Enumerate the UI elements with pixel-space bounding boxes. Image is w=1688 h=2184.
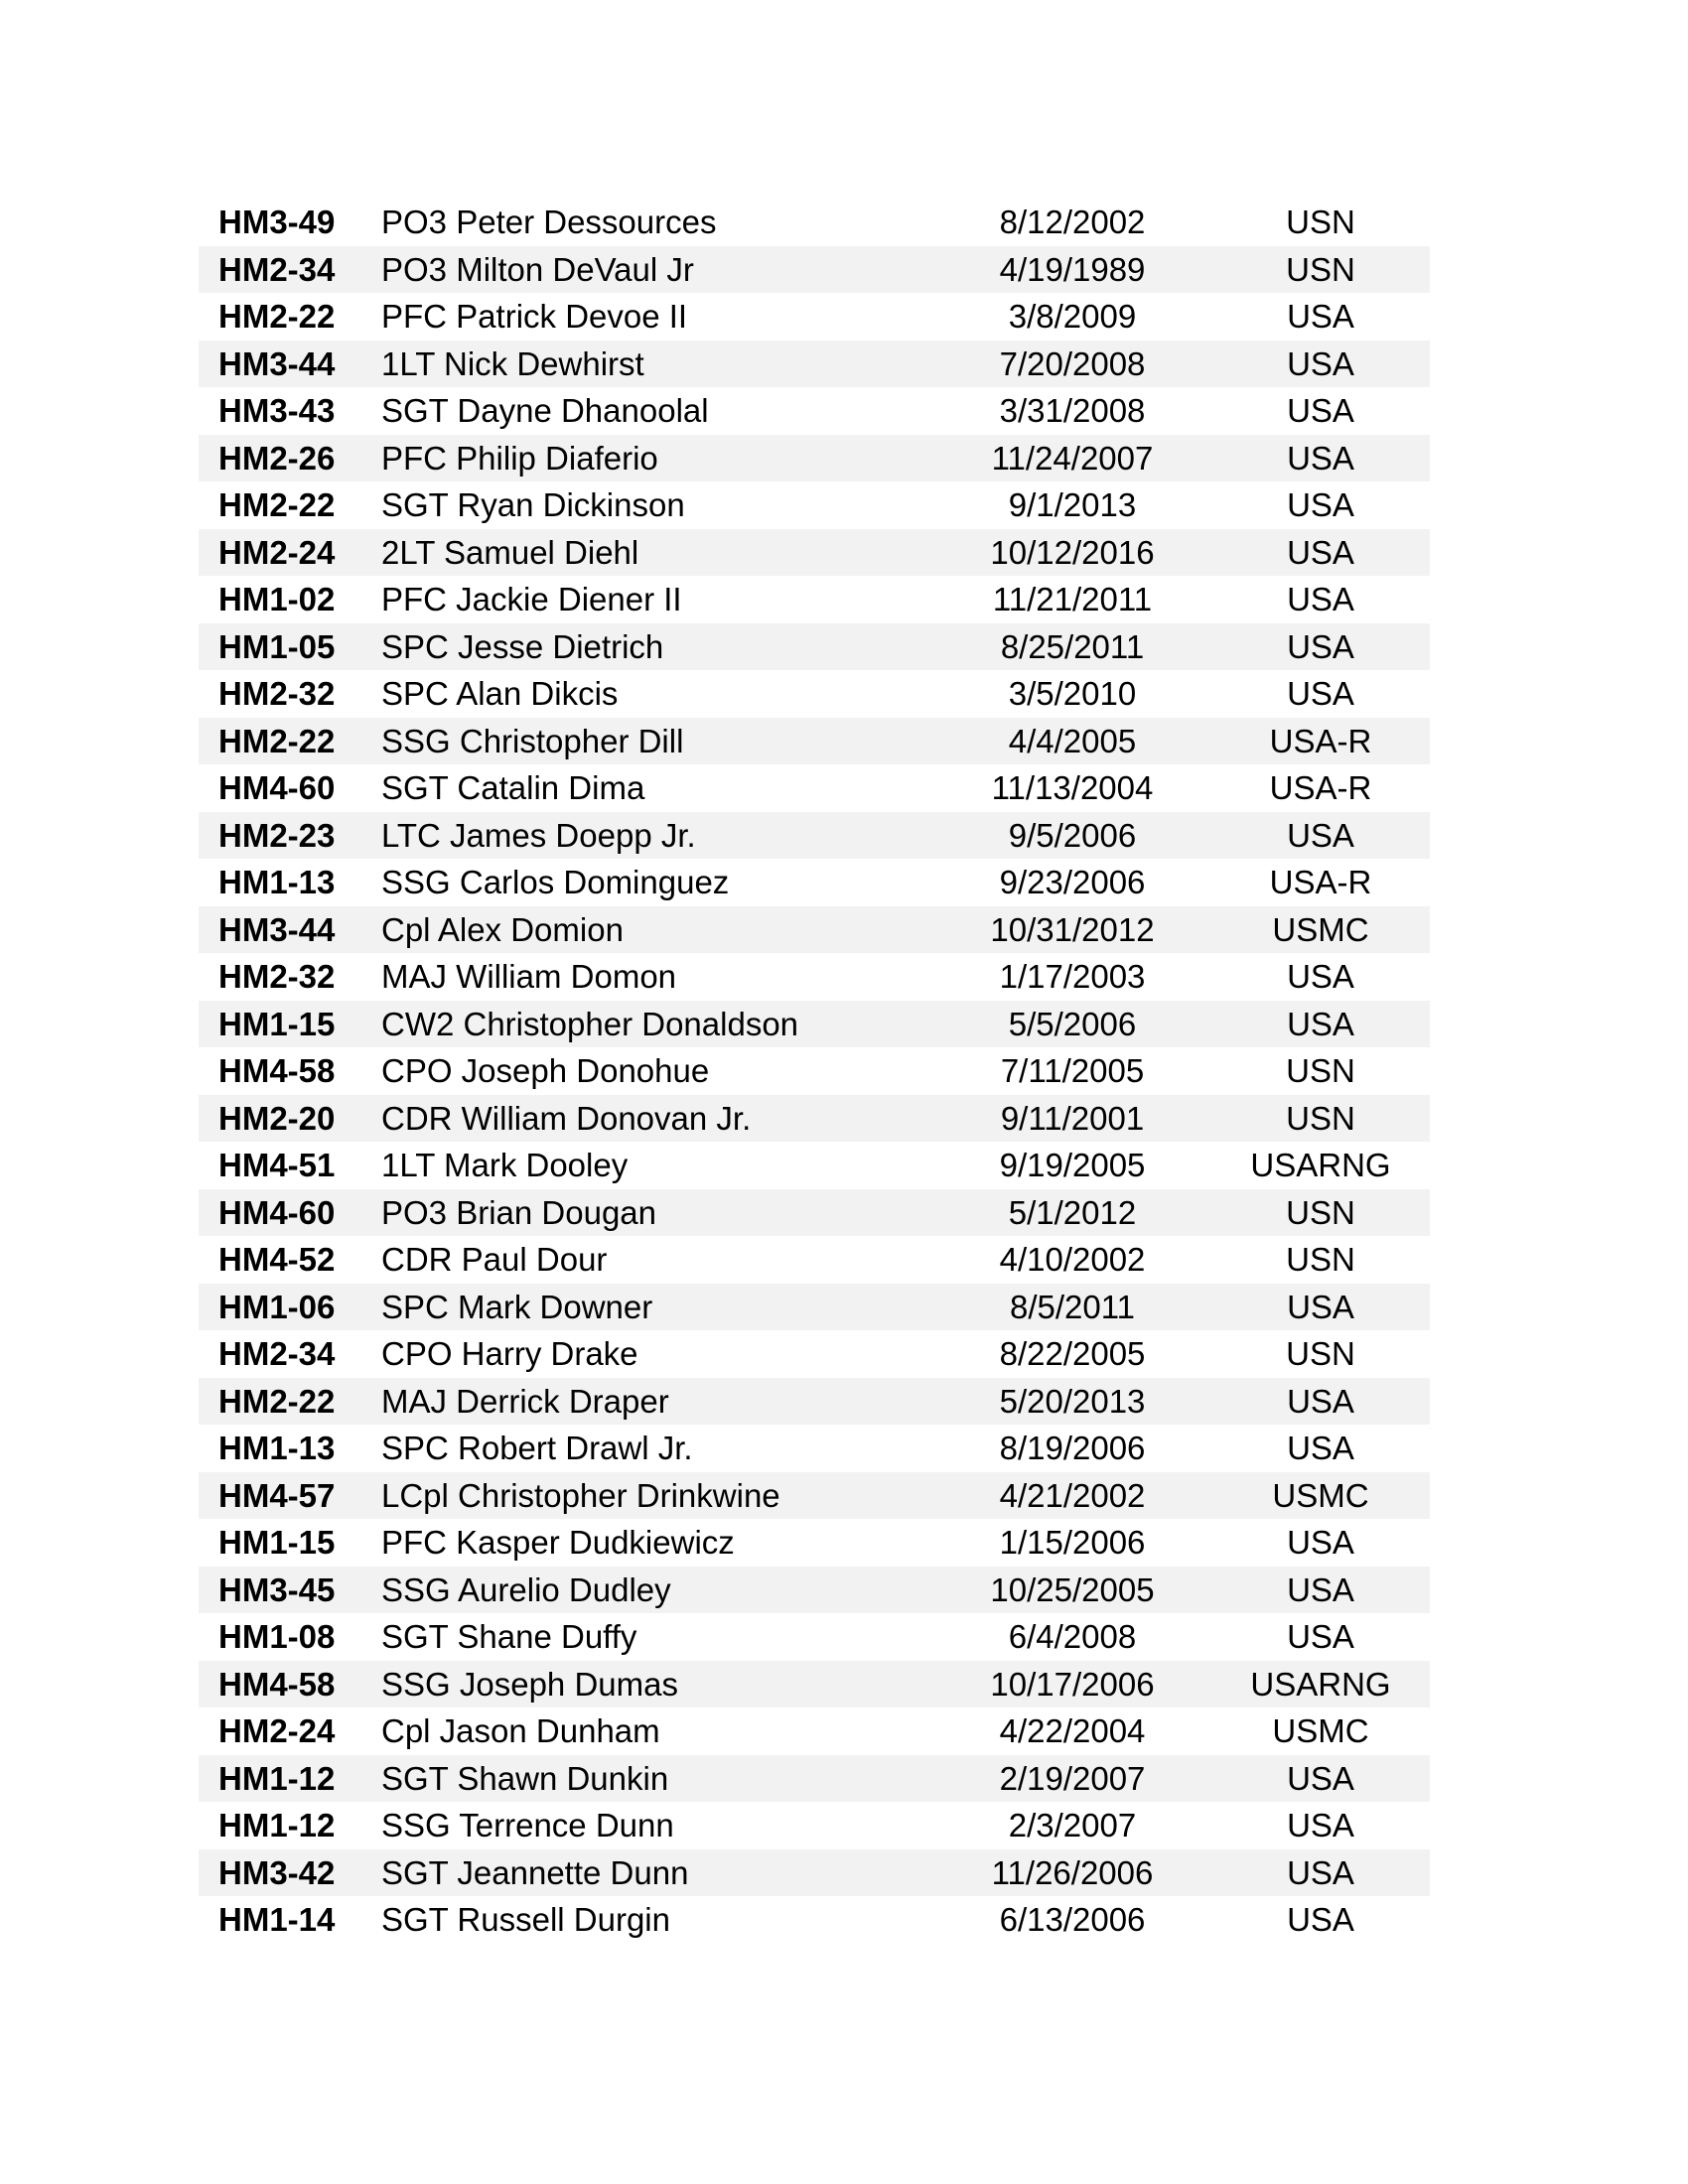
location-cell: HM2-22 [218, 298, 336, 335]
location-cell: HM1-08 [218, 1618, 336, 1655]
table-row [199, 1707, 1430, 1755]
location-cell: HM4-60 [218, 1193, 336, 1231]
table-row [199, 1330, 1430, 1378]
date-cell: 5/20/2013 [999, 1382, 1146, 1420]
table-row [199, 435, 1430, 482]
date-cell: 10/12/2016 [990, 533, 1155, 571]
table-row [199, 1755, 1430, 1803]
table-row [199, 1519, 1430, 1567]
branch-cell: USA [1287, 1005, 1354, 1042]
date-cell: 6/13/2006 [999, 1901, 1146, 1938]
location-cell: HM4-58 [218, 1665, 336, 1703]
name-cell: PFC Kasper Dudkiewicz [381, 1524, 735, 1561]
branch-cell: USN [1286, 1052, 1355, 1089]
location-cell: HM1-14 [218, 1901, 336, 1938]
date-cell: 3/5/2010 [1008, 675, 1137, 712]
location-cell: HM2-26 [218, 439, 336, 477]
date-cell: 9/19/2005 [999, 1147, 1146, 1183]
location-cell: HM4-57 [218, 1476, 336, 1514]
name-cell: PFC Jackie Diener II [381, 581, 682, 617]
branch-cell: USA-R [1269, 864, 1372, 900]
table-row [199, 859, 1430, 906]
name-cell: LCpl Christopher Drinkwine [381, 1476, 780, 1514]
branch-cell: USA [1287, 958, 1354, 995]
date-cell: 8/12/2002 [999, 204, 1146, 240]
date-cell: 2/3/2007 [1008, 1807, 1137, 1843]
date-cell: 7/11/2005 [1000, 1052, 1145, 1089]
branch-cell: USA [1287, 533, 1354, 571]
date-cell: 11/26/2006 [991, 1853, 1154, 1891]
branch-cell: USA [1287, 1382, 1354, 1420]
date-cell: 4/22/2004 [999, 1712, 1146, 1749]
name-cell: SGT Dayne Dhanoolal [381, 392, 709, 429]
location-cell: HM2-32 [218, 675, 336, 712]
branch-cell: USA [1287, 1430, 1354, 1466]
date-cell: 3/31/2008 [999, 392, 1146, 429]
branch-cell: USN [1286, 1335, 1355, 1372]
date-cell: 1/17/2003 [999, 958, 1146, 995]
name-cell: 2LT Samuel Diehl [381, 533, 639, 571]
name-cell: SGT Ryan Dickinson [381, 486, 685, 523]
date-cell: 11/24/2007 [991, 439, 1154, 477]
location-cell: HM1-15 [218, 1524, 336, 1561]
name-cell: CDR Paul Dour [381, 1241, 608, 1278]
table-row [199, 1047, 1430, 1095]
location-cell: HM3-43 [218, 392, 336, 429]
branch-cell: USARNG [1250, 1665, 1391, 1703]
table-row [199, 1236, 1430, 1284]
table-row [199, 1613, 1430, 1661]
date-cell: 11/13/2004 [991, 769, 1154, 806]
name-cell: SPC Alan Dikcis [381, 675, 619, 712]
location-cell: HM2-20 [218, 1099, 336, 1137]
branch-cell: USA [1287, 675, 1354, 712]
name-cell: Cpl Alex Domion [381, 910, 624, 948]
branch-cell: USA-R [1269, 722, 1372, 759]
name-cell: SSG Joseph Dumas [381, 1665, 678, 1703]
roster-table [199, 199, 1430, 1944]
name-cell: SPC Jesse Dietrich [381, 627, 664, 665]
branch-cell: USMC [1272, 910, 1369, 948]
location-cell: HM2-22 [218, 1382, 336, 1420]
table-row [199, 623, 1430, 671]
location-cell: HM3-44 [218, 344, 336, 382]
branch-cell: USA-R [1269, 769, 1372, 806]
date-cell: 9/1/2013 [1008, 486, 1137, 523]
date-cell: 8/5/2011 [1009, 1288, 1135, 1325]
date-cell: 4/21/2002 [999, 1476, 1146, 1514]
table-row [199, 1095, 1430, 1143]
branch-cell: USMC [1272, 1476, 1369, 1514]
branch-cell: USN [1286, 250, 1355, 288]
name-cell: PO3 Milton DeVaul Jr [381, 250, 694, 288]
date-cell: 5/1/2012 [1008, 1193, 1137, 1231]
table-row [199, 1001, 1430, 1048]
name-cell: CPO Harry Drake [381, 1335, 638, 1372]
table-row [199, 1896, 1430, 1944]
location-cell: HM1-06 [218, 1288, 336, 1325]
branch-cell: USN [1286, 204, 1355, 240]
name-cell: SGT Jeannette Dunn [381, 1853, 689, 1891]
name-cell: SGT Shane Duffy [381, 1618, 637, 1655]
location-cell: HM2-34 [218, 250, 336, 288]
location-cell: HM4-58 [218, 1052, 336, 1089]
name-cell: SSG Aurelio Dudley [381, 1570, 671, 1608]
branch-cell: USA [1287, 1901, 1354, 1938]
branch-cell: USA [1287, 344, 1354, 382]
branch-cell: USN [1286, 1241, 1355, 1278]
date-cell: 8/22/2005 [999, 1335, 1146, 1372]
table-row [199, 199, 1430, 246]
date-cell: 2/19/2007 [999, 1759, 1146, 1797]
branch-cell: USA [1287, 1570, 1354, 1608]
branch-cell: USA [1287, 1759, 1354, 1797]
date-cell: 10/31/2012 [990, 910, 1155, 948]
table-row [199, 246, 1430, 294]
date-cell: 1/15/2006 [999, 1524, 1146, 1561]
date-cell: 9/5/2006 [1008, 816, 1137, 854]
branch-cell: USA [1287, 298, 1354, 335]
name-cell: PFC Patrick Devoe II [381, 298, 688, 335]
table-row [199, 906, 1430, 954]
table-row [199, 764, 1430, 812]
branch-cell: USMC [1272, 1712, 1369, 1749]
table-row [199, 670, 1430, 718]
branch-cell: USA [1287, 1618, 1354, 1655]
branch-cell: USA [1287, 627, 1354, 665]
location-cell: HM2-34 [218, 1335, 336, 1372]
date-cell: 10/17/2006 [990, 1665, 1155, 1703]
table-row [199, 1802, 1430, 1849]
branch-cell: USN [1286, 1099, 1355, 1137]
name-cell: MAJ William Domon [381, 958, 677, 995]
name-cell: SSG Carlos Dominguez [381, 864, 730, 900]
table-row [199, 1567, 1430, 1614]
table-row [199, 1142, 1430, 1189]
branch-cell: USA [1287, 486, 1354, 523]
location-cell: HM3-49 [218, 204, 336, 240]
name-cell: SSG Christopher Dill [381, 722, 684, 759]
date-cell: 3/8/2009 [1008, 298, 1137, 335]
name-cell: PO3 Peter Dessources [381, 204, 717, 240]
location-cell: HM2-23 [218, 816, 336, 854]
table-row [199, 529, 1430, 577]
location-cell: HM2-32 [218, 958, 336, 995]
date-cell: 5/5/2006 [1008, 1005, 1137, 1042]
location-cell: HM3-42 [218, 1853, 336, 1891]
location-cell: HM3-44 [218, 910, 336, 948]
location-cell: HM3-45 [218, 1570, 336, 1608]
location-cell: HM4-51 [218, 1147, 336, 1183]
location-cell: HM4-60 [218, 769, 336, 806]
location-cell: HM2-22 [218, 486, 336, 523]
name-cell: SGT Russell Durgin [381, 1901, 670, 1938]
name-cell: SPC Mark Downer [381, 1288, 653, 1325]
branch-cell: USA [1287, 581, 1354, 617]
branch-cell: USA [1287, 392, 1354, 429]
table-row [199, 341, 1430, 388]
location-cell: HM1-13 [218, 864, 336, 900]
location-cell: HM4-52 [218, 1241, 336, 1278]
location-cell: HM1-15 [218, 1005, 336, 1042]
date-cell: 4/19/1989 [999, 250, 1146, 288]
branch-cell: USA [1287, 816, 1354, 854]
table-row [199, 953, 1430, 1001]
table-row [199, 576, 1430, 623]
date-cell: 10/25/2005 [990, 1570, 1155, 1608]
date-cell: 4/10/2002 [999, 1241, 1146, 1278]
date-cell: 8/25/2011 [1000, 627, 1145, 665]
table-row [199, 1284, 1430, 1331]
name-cell: CDR William Donovan Jr. [381, 1099, 752, 1137]
location-cell: HM1-12 [218, 1759, 336, 1797]
date-cell: 11/21/2011 [992, 581, 1153, 617]
branch-cell: USA [1287, 1288, 1354, 1325]
table-row [199, 1849, 1430, 1897]
name-cell: SGT Catalin Dima [381, 769, 645, 806]
location-cell: HM2-24 [218, 1712, 336, 1749]
name-cell: Cpl Jason Dunham [381, 1712, 660, 1749]
name-cell: 1LT Mark Dooley [381, 1147, 629, 1183]
table-row [199, 1661, 1430, 1708]
branch-cell: USA [1287, 1524, 1354, 1561]
table-row [199, 718, 1430, 765]
name-cell: SSG Terrence Dunn [381, 1807, 674, 1843]
location-cell: HM1-05 [218, 627, 336, 665]
name-cell: PFC Philip Diaferio [381, 439, 658, 477]
table-row [199, 293, 1430, 341]
name-cell: SPC Robert Drawl Jr. [381, 1430, 693, 1466]
name-cell: 1LT Nick Dewhirst [381, 344, 644, 382]
table-row [199, 1189, 1430, 1237]
date-cell: 9/11/2001 [1000, 1099, 1145, 1137]
name-cell: SGT Shawn Dunkin [381, 1759, 669, 1797]
location-cell: HM1-12 [218, 1807, 336, 1843]
table-row [199, 481, 1430, 529]
date-cell: 9/23/2006 [999, 864, 1146, 900]
name-cell: LTC James Doepp Jr. [381, 816, 696, 854]
branch-cell: USN [1286, 1193, 1355, 1231]
branch-cell: USA [1287, 439, 1354, 477]
branch-cell: USA [1287, 1853, 1354, 1891]
date-cell: 6/4/2008 [1008, 1618, 1137, 1655]
location-cell: HM1-02 [218, 581, 336, 617]
table-row [199, 812, 1430, 860]
name-cell: CW2 Christopher Donaldson [381, 1005, 799, 1042]
name-cell: MAJ Derrick Draper [381, 1382, 669, 1420]
table-row [199, 387, 1430, 435]
location-cell: HM1-13 [218, 1430, 336, 1466]
date-cell: 8/19/2006 [999, 1430, 1146, 1466]
name-cell: PO3 Brian Dougan [381, 1193, 657, 1231]
date-cell: 4/4/2005 [1008, 722, 1137, 759]
location-cell: HM2-24 [218, 533, 336, 571]
location-cell: HM2-22 [218, 722, 336, 759]
branch-cell: USA [1287, 1807, 1354, 1843]
date-cell: 7/20/2008 [999, 344, 1146, 382]
table-row [199, 1472, 1430, 1520]
table-row [199, 1425, 1430, 1472]
table-row [199, 1378, 1430, 1426]
name-cell: CPO Joseph Donohue [381, 1052, 710, 1089]
branch-cell: USARNG [1250, 1147, 1391, 1183]
